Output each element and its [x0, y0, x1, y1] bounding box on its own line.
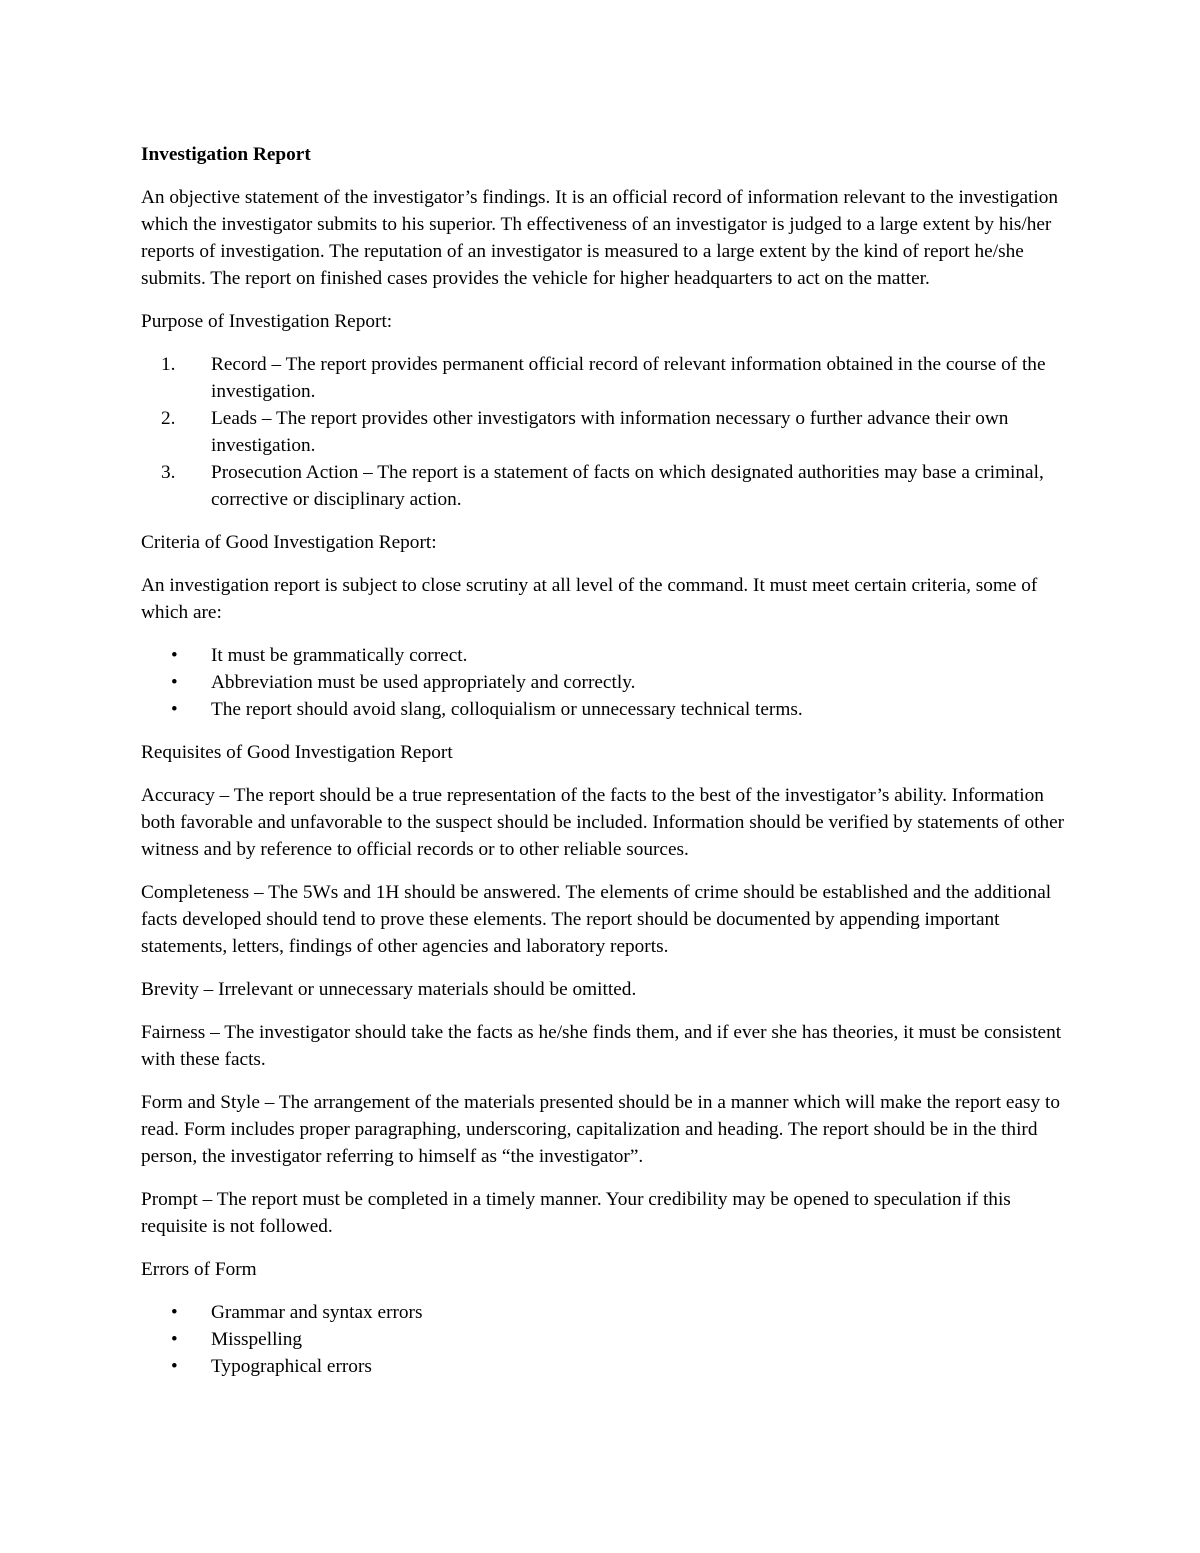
list-item	[141, 1353, 1066, 1380]
requisite-form-and-style: Form and Style – The arrangement of the materials presented should be in a manner which will make the report easy to read. Form includes proper paragraphing, underscoring, capitalization and heading. The report should be in the third person, the investigator referring to himself as “the investigator”.	[141, 1092, 1060, 1167]
requisite-prompt: Prompt – The report must be completed in a timely manner. Your credibility may be opened to speculation if this requisite is not followed.	[141, 1189, 1011, 1237]
list-item	[141, 669, 1066, 696]
list-item	[141, 1326, 1066, 1353]
list-number: 1.	[161, 354, 176, 375]
errors-list	[141, 1299, 1066, 1380]
list-number: 3.	[161, 462, 176, 483]
purpose-heading: Purpose of Investigation Report:	[141, 311, 393, 332]
requisite-brevity: Brevity – Irrelevant or unnecessary materials should be omitted.	[141, 979, 637, 1000]
bullet-icon: •	[171, 699, 178, 720]
document-body	[141, 141, 1066, 1396]
bullet-icon: •	[171, 1356, 178, 1377]
bullet-icon: •	[171, 645, 178, 666]
intro-paragraph: An objective statement of the investigator’s findings. It is an official record of information relevant to the investigation which the investigator submits to his superior. Th effectiveness of an investigator is judged to a large extent by his/her reports of investigation. The reputation of an investigator is measured to a large extent by the kind of report he/she submits. The report on finished cases provides the vehicle for higher headquarters to act on the matter.	[141, 187, 1059, 289]
list-item-text: Abbreviation must be used appropriately and correctly.	[211, 672, 636, 693]
requisite-accuracy: Accuracy – The report should be a true representation of the facts to the best of the investigator’s ability. Information both favorable and unfavorable to the suspect should be included. Information should be verified by statements of other witness and by reference to official records or to other reliable sources.	[141, 785, 1065, 860]
page-title: Investigation Report	[141, 144, 311, 165]
list-item	[141, 696, 1066, 723]
list-item	[141, 459, 1066, 513]
list-item-text: Leads – The report provides other investigators with information necessary o further advance their own investigation.	[211, 408, 1009, 456]
criteria-intro: An investigation report is subject to close scrutiny at all level of the command. It must meet certain criteria, some of which are:	[141, 575, 1038, 623]
list-item-text: The report should avoid slang, colloquialism or unnecessary technical terms.	[211, 699, 803, 720]
list-item-text: Prosecution Action – The report is a statement of facts on which designated authorities may base a criminal, corrective or disciplinary action.	[211, 462, 1044, 510]
list-item	[141, 351, 1066, 405]
list-item-text: Record – The report provides permanent official record of relevant information obtained in the course of the investigation.	[211, 354, 1046, 402]
criteria-heading: Criteria of Good Investigation Report:	[141, 532, 437, 553]
list-item-text: Grammar and syntax errors	[211, 1302, 423, 1323]
list-item-text: Misspelling	[211, 1329, 303, 1350]
bullet-icon: •	[171, 1329, 178, 1350]
list-item	[141, 1299, 1066, 1326]
purpose-list	[141, 351, 1066, 513]
requisite-completeness: Completeness – The 5Ws and 1H should be answered. The elements of crime should be established and the additional facts developed should tend to prove these elements. The report should be documented by appending important statements, letters, findings of other agencies and laboratory reports.	[141, 882, 1052, 957]
list-item-text: Typographical errors	[211, 1356, 372, 1377]
list-item-text: It must be grammatically correct.	[211, 645, 468, 666]
criteria-list	[141, 642, 1066, 723]
list-item	[141, 405, 1066, 459]
list-number: 2.	[161, 408, 176, 429]
bullet-icon: •	[171, 672, 178, 693]
list-item	[141, 642, 1066, 669]
bullet-icon: •	[171, 1302, 178, 1323]
requisite-fairness: Fairness – The investigator should take the facts as he/she finds them, and if ever she has theories, it must be consistent with these facts.	[141, 1022, 1062, 1070]
errors-heading: Errors of Form	[141, 1259, 257, 1280]
requisites-heading: Requisites of Good Investigation Report	[141, 742, 453, 763]
